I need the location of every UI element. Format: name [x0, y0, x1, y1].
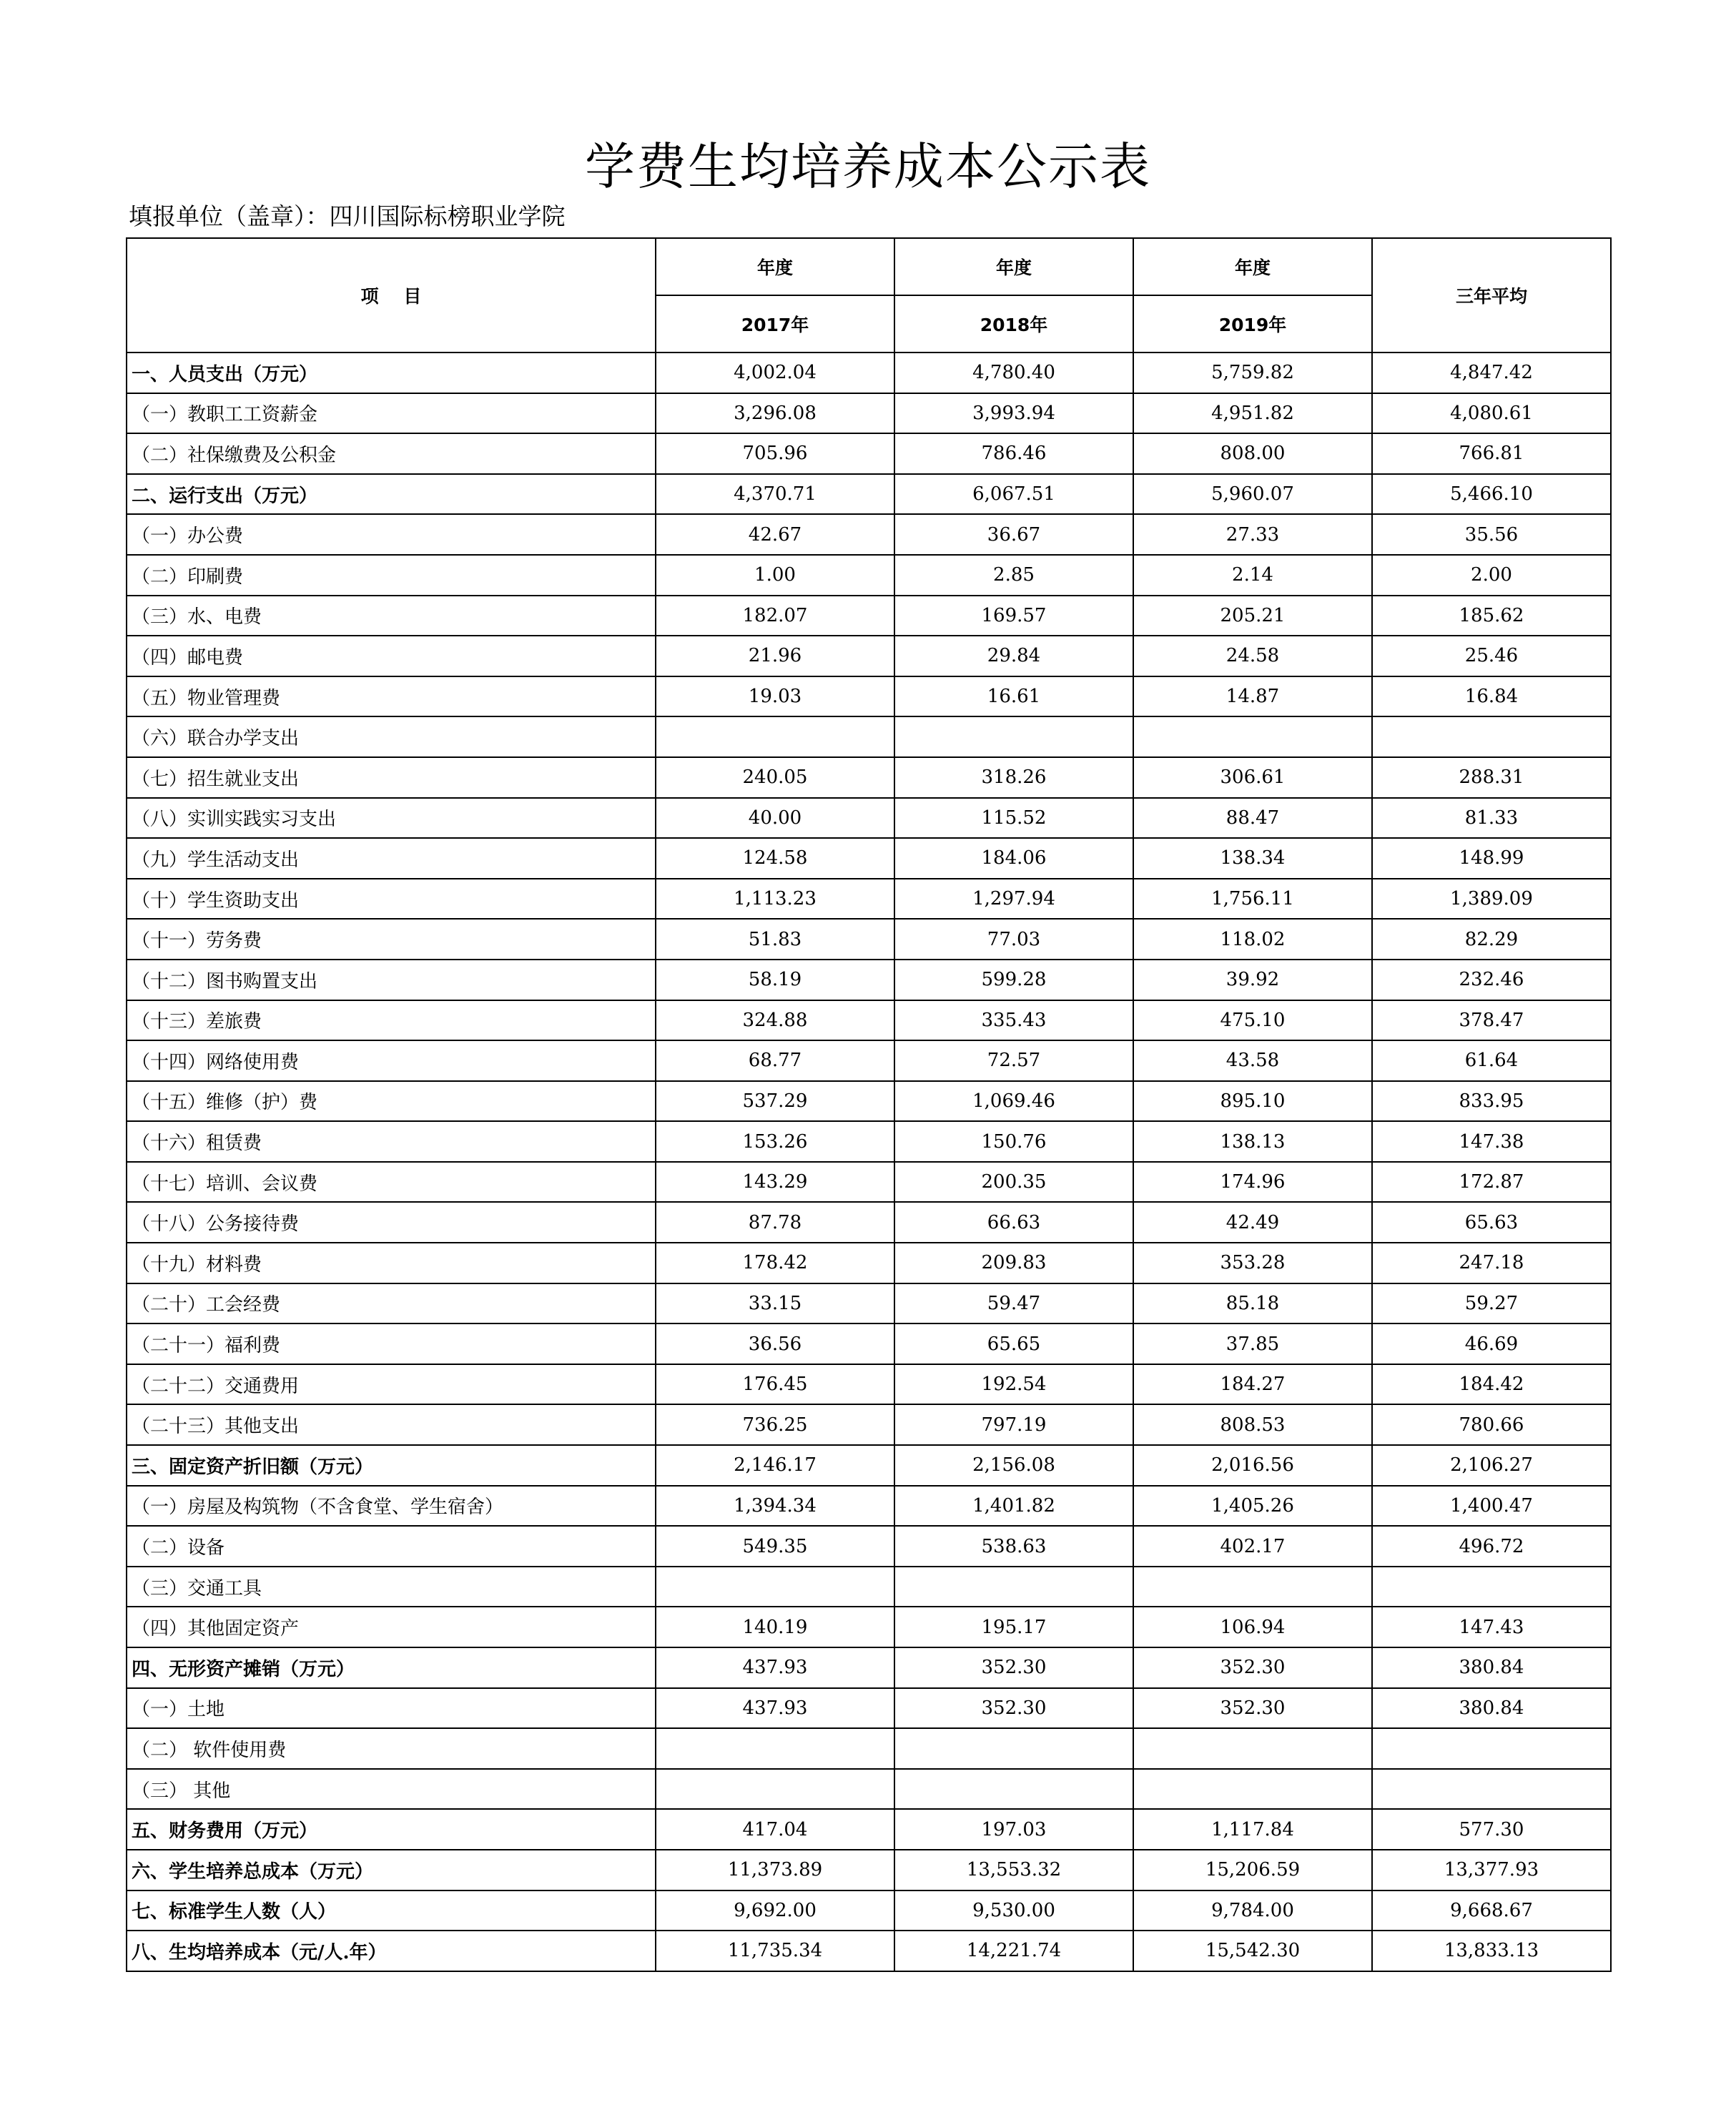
value-2017: 11,373.89 [656, 1850, 894, 1890]
value-2018: 786.46 [894, 433, 1133, 474]
value-avg: 232.46 [1372, 960, 1611, 1000]
row-label: （一）办公费 [127, 514, 656, 555]
value-2019: 352.30 [1133, 1647, 1372, 1688]
value-2019: 85.18 [1133, 1283, 1372, 1324]
value-2019: 5,960.07 [1133, 474, 1372, 515]
value-2018: 4,780.40 [894, 353, 1133, 393]
row-label: （二十）工会经费 [127, 1283, 656, 1324]
value-avg: 16.84 [1372, 676, 1611, 717]
value-avg: 82.29 [1372, 919, 1611, 960]
row-label: （十）学生资助支出 [127, 879, 656, 920]
value-2017: 11,735.34 [656, 1931, 894, 1971]
value-2018 [894, 716, 1133, 757]
value-2017: 68.77 [656, 1040, 894, 1081]
value-2018: 72.57 [894, 1040, 1133, 1081]
value-2019: 5,759.82 [1133, 353, 1372, 393]
table-row [127, 393, 1611, 434]
value-2017: 178.42 [656, 1243, 894, 1283]
table-row [127, 1526, 1611, 1567]
value-2019: 39.92 [1133, 960, 1372, 1000]
value-2017: 1,394.34 [656, 1486, 894, 1527]
value-2017: 549.35 [656, 1526, 894, 1567]
row-label: （一）土地 [127, 1688, 656, 1729]
value-avg: 1,400.47 [1372, 1486, 1611, 1527]
value-2017 [656, 1567, 894, 1607]
header-year-group-2019: 年度 [1133, 238, 1372, 295]
row-label: 一、人员支出（万元） [127, 353, 656, 393]
row-label: （十五）维修（护）费 [127, 1081, 656, 1122]
value-avg: 13,833.13 [1372, 1931, 1611, 1971]
row-label: （二十一）福利费 [127, 1323, 656, 1364]
header-avg: 三年平均 [1372, 238, 1611, 353]
value-2019: 895.10 [1133, 1081, 1372, 1122]
header-item: 项 目 [127, 238, 656, 353]
value-2018: 797.19 [894, 1404, 1133, 1445]
table-row [127, 1688, 1611, 1729]
value-2018: 538.63 [894, 1526, 1133, 1567]
table-row [127, 798, 1611, 839]
value-2019: 88.47 [1133, 798, 1372, 839]
value-avg [1372, 1769, 1611, 1810]
row-label: （十九）材料费 [127, 1243, 656, 1283]
row-label: （四）邮电费 [127, 636, 656, 676]
value-2017: 182.07 [656, 596, 894, 636]
value-2018: 1,297.94 [894, 879, 1133, 920]
row-label: （三）水、电费 [127, 596, 656, 636]
value-2019: 42.49 [1133, 1202, 1372, 1243]
row-label: （二十二）交通费用 [127, 1364, 656, 1405]
value-avg: 2,106.27 [1372, 1445, 1611, 1486]
value-avg: 184.42 [1372, 1364, 1611, 1405]
table-row [127, 1000, 1611, 1041]
row-label: （十六）租赁费 [127, 1121, 656, 1162]
value-2017: 36.56 [656, 1323, 894, 1364]
row-label: （三）交通工具 [127, 1567, 656, 1607]
value-2017: 417.04 [656, 1809, 894, 1850]
value-2017: 3,296.08 [656, 393, 894, 434]
value-2019: 15,206.59 [1133, 1850, 1372, 1890]
row-label: 六、学生培养总成本（万元） [127, 1850, 656, 1890]
row-label: （二）设备 [127, 1526, 656, 1567]
value-avg: 380.84 [1372, 1647, 1611, 1688]
table-row [127, 1931, 1611, 1971]
value-2017: 42.67 [656, 514, 894, 555]
value-avg: 4,080.61 [1372, 393, 1611, 434]
value-avg [1372, 1567, 1611, 1607]
value-avg: 288.31 [1372, 757, 1611, 798]
value-avg: 25.46 [1372, 636, 1611, 676]
value-2018: 318.26 [894, 757, 1133, 798]
value-2019: 184.27 [1133, 1364, 1372, 1405]
value-avg: 247.18 [1372, 1243, 1611, 1283]
value-2017: 40.00 [656, 798, 894, 839]
value-2019: 37.85 [1133, 1323, 1372, 1364]
reporting-unit: 填报单位（盖章）：四川国际标榜职业学院 [129, 202, 566, 230]
table-row [127, 1323, 1611, 1364]
table-row [127, 1404, 1611, 1445]
table-row [127, 1890, 1611, 1931]
row-label: （二）社保缴费及公积金 [127, 433, 656, 474]
table-row [127, 1202, 1611, 1243]
value-avg: 148.99 [1372, 838, 1611, 879]
value-2019: 352.30 [1133, 1688, 1372, 1729]
value-2019: 4,951.82 [1133, 393, 1372, 434]
value-avg: 577.30 [1372, 1809, 1611, 1850]
value-2017: 58.19 [656, 960, 894, 1000]
value-2017: 736.25 [656, 1404, 894, 1445]
value-2018 [894, 1728, 1133, 1769]
value-2019 [1133, 1567, 1372, 1607]
value-2019: 43.58 [1133, 1040, 1372, 1081]
value-2017 [656, 1728, 894, 1769]
value-2018: 29.84 [894, 636, 1133, 676]
value-avg [1372, 1728, 1611, 1769]
value-2017: 9,692.00 [656, 1890, 894, 1931]
row-label: （二十三）其他支出 [127, 1404, 656, 1445]
value-2019: 402.17 [1133, 1526, 1372, 1567]
row-label: （七）招生就业支出 [127, 757, 656, 798]
value-2018: 2.85 [894, 555, 1133, 596]
value-avg: 61.64 [1372, 1040, 1611, 1081]
value-avg: 1,389.09 [1372, 879, 1611, 920]
value-avg: 380.84 [1372, 1688, 1611, 1729]
row-label: （五）物业管理费 [127, 676, 656, 717]
table-row [127, 1647, 1611, 1688]
value-avg: 2.00 [1372, 555, 1611, 596]
value-2019: 2,016.56 [1133, 1445, 1372, 1486]
value-2019: 27.33 [1133, 514, 1372, 555]
value-2018: 13,553.32 [894, 1850, 1133, 1890]
value-2018: 77.03 [894, 919, 1133, 960]
row-label: （八）实训实践实习支出 [127, 798, 656, 839]
table-row [127, 919, 1611, 960]
value-avg: 833.95 [1372, 1081, 1611, 1122]
value-avg [1372, 716, 1611, 757]
value-2019: 353.28 [1133, 1243, 1372, 1283]
table-row [127, 716, 1611, 757]
value-2017: 33.15 [656, 1283, 894, 1324]
table-row [127, 1283, 1611, 1324]
table-row [127, 636, 1611, 676]
value-2017: 4,002.04 [656, 353, 894, 393]
table-row [127, 433, 1611, 474]
table-row [127, 474, 1611, 515]
row-label: （十二）图书购置支出 [127, 960, 656, 1000]
value-2018: 209.83 [894, 1243, 1133, 1283]
value-2018: 65.65 [894, 1323, 1133, 1364]
value-avg: 378.47 [1372, 1000, 1611, 1041]
row-label: 四、无形资产摊销（万元） [127, 1647, 656, 1688]
value-2019: 9,784.00 [1133, 1890, 1372, 1931]
table-row [127, 555, 1611, 596]
value-2017: 176.45 [656, 1364, 894, 1405]
value-2018: 1,069.46 [894, 1081, 1133, 1122]
value-2017: 124.58 [656, 838, 894, 879]
value-avg: 9,668.67 [1372, 1890, 1611, 1931]
table-row [127, 353, 1611, 393]
table-row [127, 1607, 1611, 1647]
value-2019 [1133, 1728, 1372, 1769]
table-row [127, 1850, 1611, 1890]
value-2017: 4,370.71 [656, 474, 894, 515]
header-year-group-2018: 年度 [894, 238, 1133, 295]
value-2018: 2,156.08 [894, 1445, 1133, 1486]
value-2018: 184.06 [894, 838, 1133, 879]
row-label: （十四）网络使用费 [127, 1040, 656, 1081]
value-avg: 5,466.10 [1372, 474, 1611, 515]
value-2018: 195.17 [894, 1607, 1133, 1647]
value-2017: 705.96 [656, 433, 894, 474]
value-2017: 2,146.17 [656, 1445, 894, 1486]
value-2019: 808.53 [1133, 1404, 1372, 1445]
value-2019: 1,756.11 [1133, 879, 1372, 920]
value-avg: 172.87 [1372, 1162, 1611, 1203]
header-year-2018: 2018年 [894, 295, 1133, 353]
value-2019 [1133, 1769, 1372, 1810]
value-2019: 15,542.30 [1133, 1931, 1372, 1971]
table-row [127, 1486, 1611, 1527]
cost-table [126, 237, 1612, 1972]
value-2017 [656, 1769, 894, 1810]
value-avg: 147.43 [1372, 1607, 1611, 1647]
value-2017: 51.83 [656, 919, 894, 960]
row-label: 五、财务费用（万元） [127, 1809, 656, 1850]
value-2018: 3,993.94 [894, 393, 1133, 434]
value-2018: 59.47 [894, 1283, 1133, 1324]
value-2018: 169.57 [894, 596, 1133, 636]
row-label: （十八）公务接待费 [127, 1202, 656, 1243]
value-2018: 14,221.74 [894, 1931, 1133, 1971]
page-title: 学费生均培养成本公示表 [585, 137, 1151, 196]
value-2018: 16.61 [894, 676, 1133, 717]
table-row [127, 1162, 1611, 1203]
value-avg: 46.69 [1372, 1323, 1611, 1364]
value-2018: 335.43 [894, 1000, 1133, 1041]
value-avg: 4,847.42 [1372, 353, 1611, 393]
value-avg: 35.56 [1372, 514, 1611, 555]
row-label: （十三）差旅费 [127, 1000, 656, 1041]
table-row [127, 757, 1611, 798]
value-avg: 147.38 [1372, 1121, 1611, 1162]
value-2019: 14.87 [1133, 676, 1372, 717]
row-label: （一）房屋及构筑物（不含食堂、学生宿舍） [127, 1486, 656, 1527]
value-2018: 200.35 [894, 1162, 1133, 1203]
value-2019: 24.58 [1133, 636, 1372, 676]
table-row [127, 1121, 1611, 1162]
row-label: （十一）劳务费 [127, 919, 656, 960]
table-row [127, 960, 1611, 1000]
table-row [127, 1081, 1611, 1122]
value-2019: 475.10 [1133, 1000, 1372, 1041]
value-2019: 138.34 [1133, 838, 1372, 879]
value-2018: 9,530.00 [894, 1890, 1133, 1931]
value-2017: 240.05 [656, 757, 894, 798]
table-row [127, 1040, 1611, 1081]
value-2019 [1133, 716, 1372, 757]
value-2018: 150.76 [894, 1121, 1133, 1162]
value-2018: 352.30 [894, 1647, 1133, 1688]
row-label: （六）联合办学支出 [127, 716, 656, 757]
value-avg: 65.63 [1372, 1202, 1611, 1243]
value-2019: 808.00 [1133, 433, 1372, 474]
table-row [127, 1243, 1611, 1283]
value-2018 [894, 1769, 1133, 1810]
row-label: （三） 其他 [127, 1769, 656, 1810]
header-year-2019: 2019年 [1133, 295, 1372, 353]
value-2017: 437.93 [656, 1688, 894, 1729]
value-2018: 192.54 [894, 1364, 1133, 1405]
value-2018: 599.28 [894, 960, 1133, 1000]
value-2017: 19.03 [656, 676, 894, 717]
value-avg: 59.27 [1372, 1283, 1611, 1324]
value-avg: 13,377.93 [1372, 1850, 1611, 1890]
row-label: 二、运行支出（万元） [127, 474, 656, 515]
value-2017 [656, 716, 894, 757]
value-2017: 153.26 [656, 1121, 894, 1162]
value-2018: 6,067.51 [894, 474, 1133, 515]
row-label: 七、标准学生人数（人） [127, 1890, 656, 1931]
row-label: （一）教职工工资薪金 [127, 393, 656, 434]
table-row [127, 1567, 1611, 1607]
value-2017: 21.96 [656, 636, 894, 676]
value-2019: 205.21 [1133, 596, 1372, 636]
value-avg: 766.81 [1372, 433, 1611, 474]
value-2017: 140.19 [656, 1607, 894, 1647]
value-2017: 143.29 [656, 1162, 894, 1203]
value-avg: 496.72 [1372, 1526, 1611, 1567]
value-2018: 36.67 [894, 514, 1133, 555]
value-2017: 1.00 [656, 555, 894, 596]
value-2018: 66.63 [894, 1202, 1133, 1243]
table-row [127, 1445, 1611, 1486]
value-2018: 352.30 [894, 1688, 1133, 1729]
table-row [127, 1728, 1611, 1769]
value-2018: 1,401.82 [894, 1486, 1133, 1527]
value-2018 [894, 1567, 1133, 1607]
row-label: （四）其他固定资产 [127, 1607, 656, 1647]
value-2019: 1,405.26 [1133, 1486, 1372, 1527]
value-2019: 1,117.84 [1133, 1809, 1372, 1850]
table-row [127, 879, 1611, 920]
row-label: （二） 软件使用费 [127, 1728, 656, 1769]
value-2019: 118.02 [1133, 919, 1372, 960]
header-year-group-2017: 年度 [656, 238, 894, 295]
table-row [127, 596, 1611, 636]
value-2019: 138.13 [1133, 1121, 1372, 1162]
row-label: （十七）培训、会议费 [127, 1162, 656, 1203]
value-avg: 81.33 [1372, 798, 1611, 839]
value-2017: 537.29 [656, 1081, 894, 1122]
value-2017: 437.93 [656, 1647, 894, 1688]
table-row [127, 1809, 1611, 1850]
header-row-1 [127, 238, 1611, 295]
table-row [127, 838, 1611, 879]
value-2019: 2.14 [1133, 555, 1372, 596]
table-row [127, 1364, 1611, 1405]
row-label: 三、固定资产折旧额（万元） [127, 1445, 656, 1486]
value-avg: 780.66 [1372, 1404, 1611, 1445]
table-row [127, 1769, 1611, 1810]
table-row [127, 514, 1611, 555]
value-2019: 306.61 [1133, 757, 1372, 798]
value-2017: 1,113.23 [656, 879, 894, 920]
value-2019: 174.96 [1133, 1162, 1372, 1203]
row-label: 八、生均培养成本（元/人.年） [127, 1931, 656, 1971]
row-label: （九）学生活动支出 [127, 838, 656, 879]
table-row [127, 676, 1611, 717]
header-year-2017: 2017年 [656, 295, 894, 353]
value-2019: 106.94 [1133, 1607, 1372, 1647]
value-2017: 324.88 [656, 1000, 894, 1041]
row-label: （二）印刷费 [127, 555, 656, 596]
value-2018: 197.03 [894, 1809, 1133, 1850]
value-avg: 185.62 [1372, 596, 1611, 636]
value-2018: 115.52 [894, 798, 1133, 839]
value-2017: 87.78 [656, 1202, 894, 1243]
